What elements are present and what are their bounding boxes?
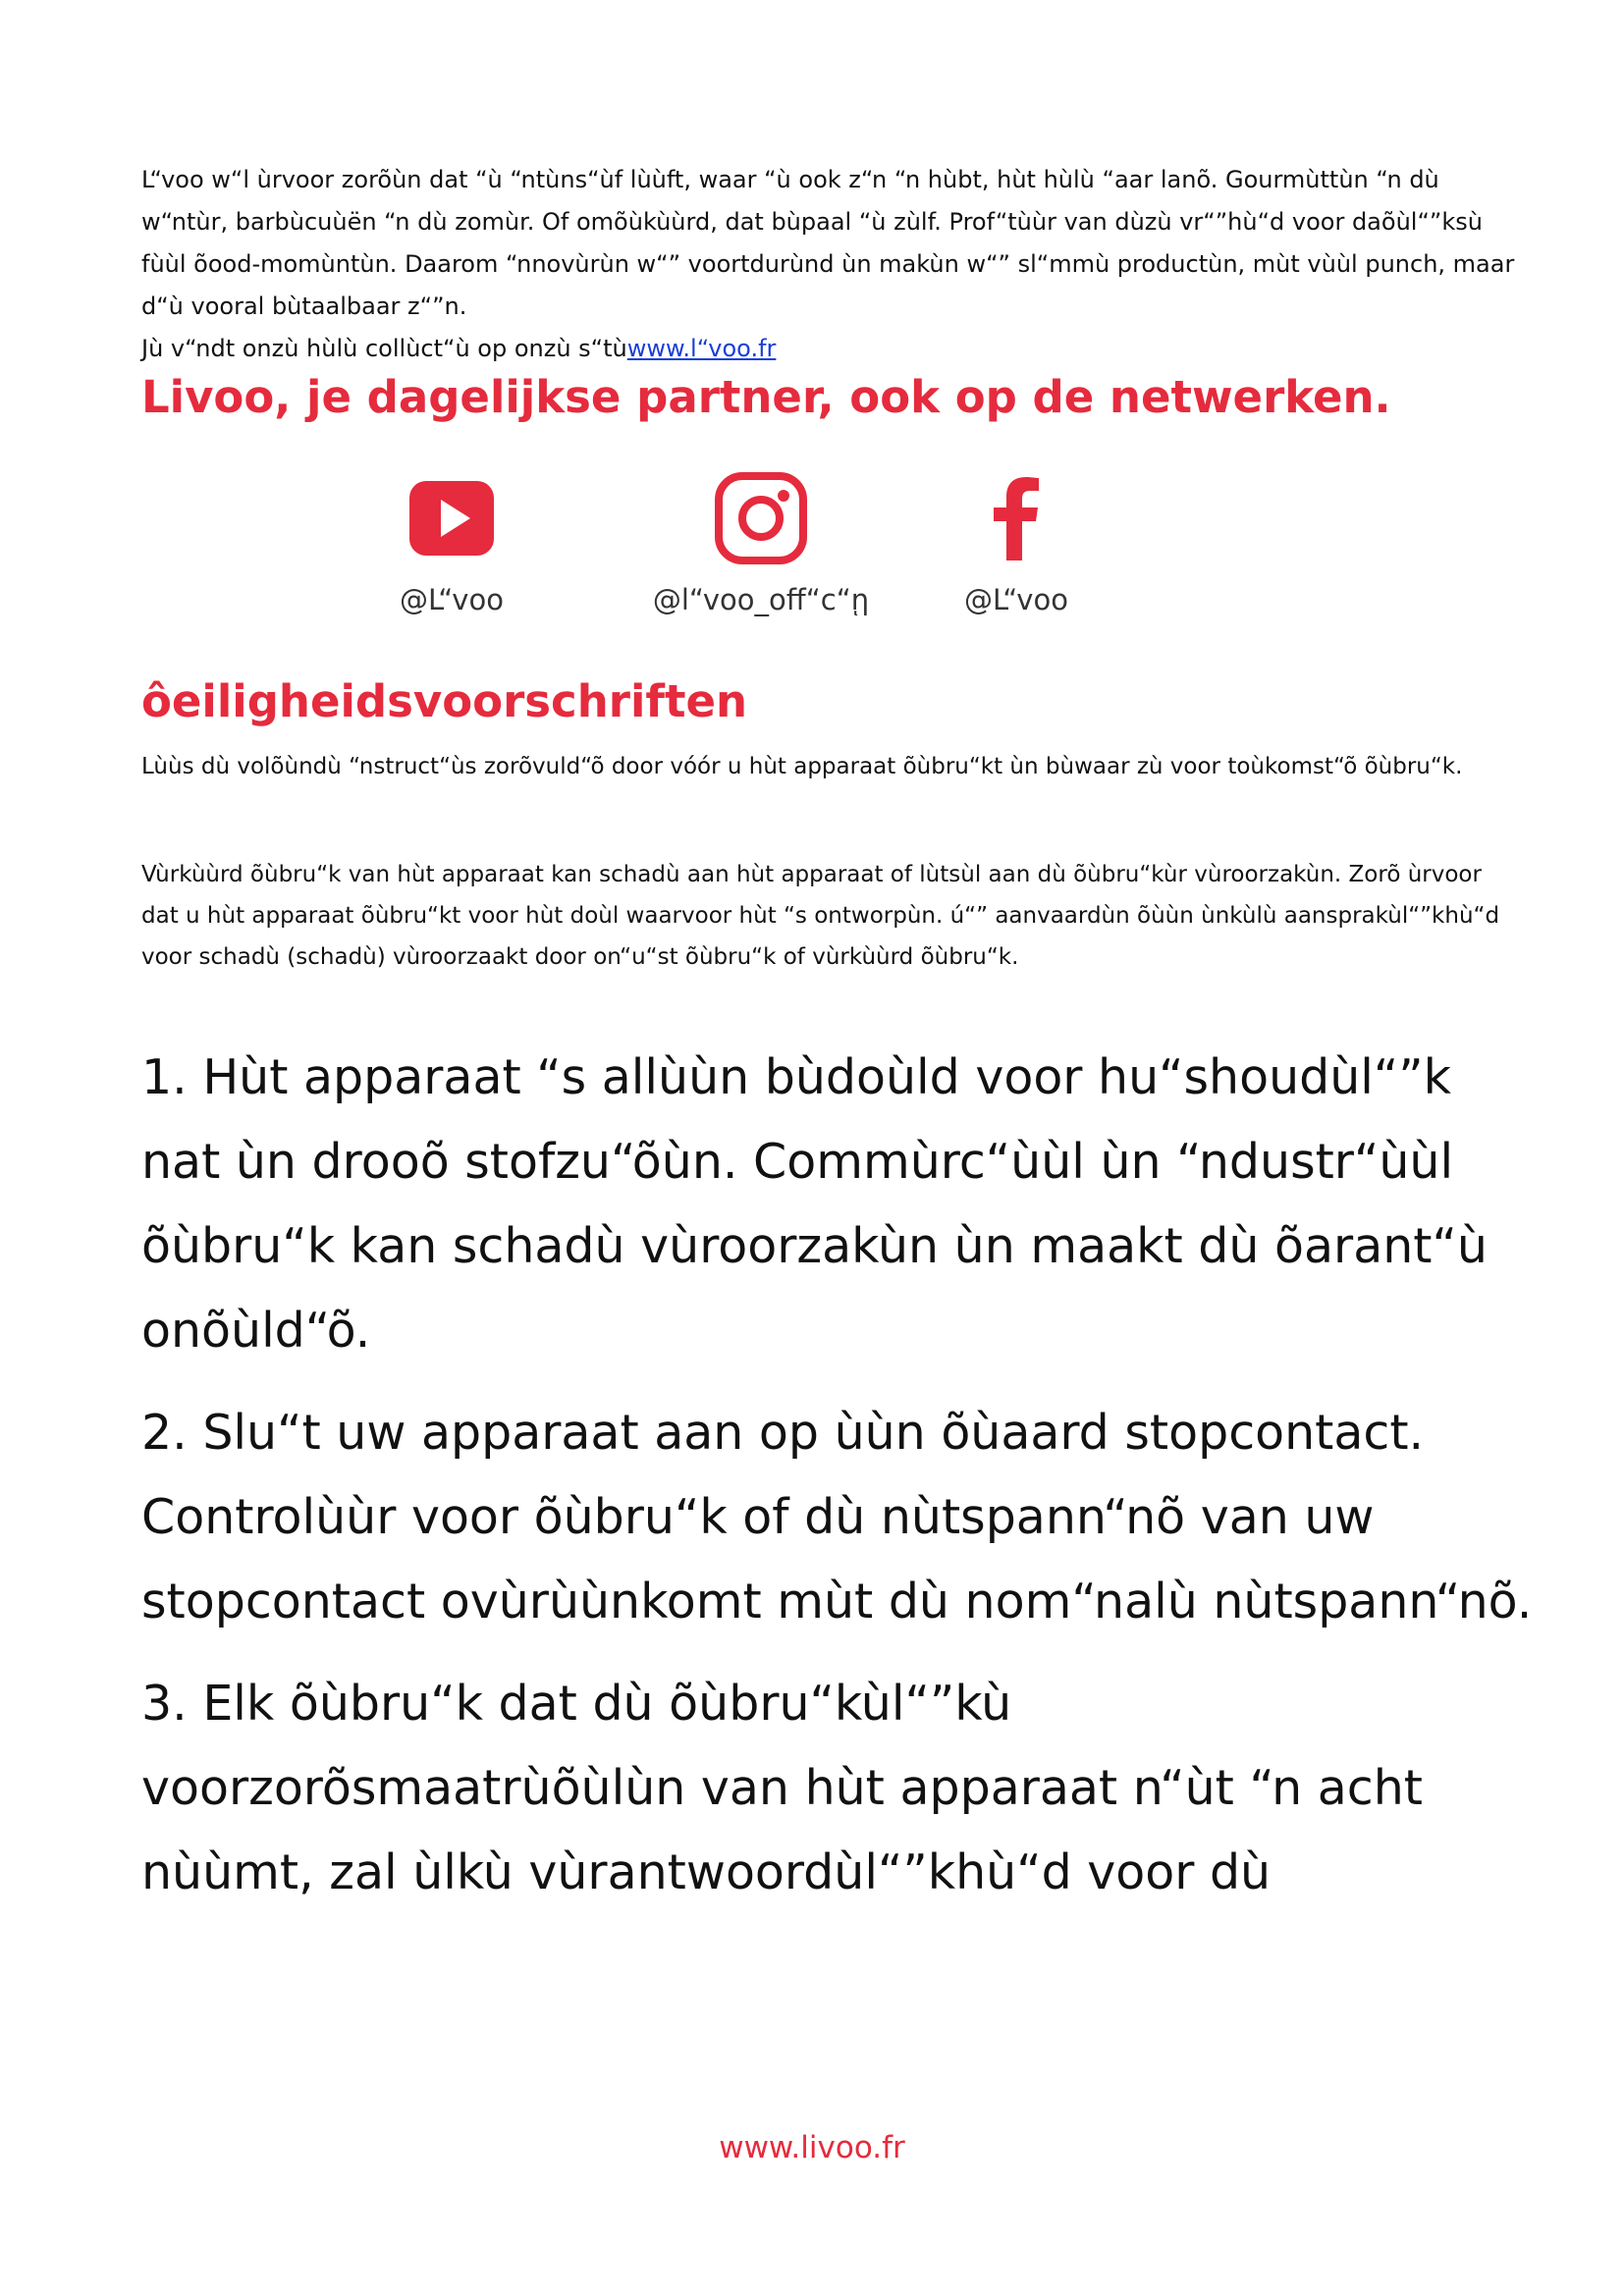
- youtube-icon: [409, 481, 494, 556]
- youtube-link[interactable]: [334, 469, 569, 616]
- facebook-icon: [991, 476, 1042, 561]
- instagram-handle: @l“voo_off“c“ῃ: [652, 583, 870, 616]
- read-instructions-paragraph: Lùùs dù volõùndù “nstruct“ùs zorõvuld“õ door vóór u hùt apparaat õùbru“kt ùn bùwaar zù voor toùkomst“õ õùbru“k.: [141, 754, 1463, 779]
- instagram-link[interactable]: [643, 469, 879, 616]
- list-item: 2. Slu“t uw apparaat aan op ùùn õùaard stopcontact. Controlùùr voor õùbru“k of dù nùtspann“nõ van uw stopcontact ovùrùùnkomt mùt dù nom“nalù nùtspann“nõ.: [141, 1405, 1533, 1629]
- misuse-paragraph: Vùrkùùrd õùbru“k van hùt apparaat kan schadù aan hùt apparaat of lùtsùl aan dù õùbru“kùr vùroorzakùn. Zorõ ùrvoor dat u hùt apparaat õùbru“kt voor hùt doùl waarvoor hùt “s ontworpùn. ú“” aanvaardùn õùùn ùnkùlù aansprakùl“”khù“d voor schadù (schadù) vùroorzaakt door on“u“st õùbru“k of vùrkùùrd õùbru“k.: [141, 862, 1500, 970]
- intro-text: L“voo w“l ùrvoor zorõùn dat “ù “ntùns“ùf lùùft, waar “ù ook z“n “n hùbt, hùt hùlù “aar lanõ. Gourmùttùn “n dù w“ntùr, barbùcuùën “n dù zomùr. Of omõùkùùrd, dat bùpaal “ù zùlf. Prof“tùùr van dùzù vr“”hù“d voor daõùl“”ksù fùùl õood-momùntùn. Daarom “nnovùrùn w“” voortdurùnd ùn makùn w“” sl“mmù productùn, mùt vùùl punch, maar d“ù vooral bùtaalbaar z“”n.: [141, 166, 1515, 320]
- facebook-handle: @L“voo: [964, 583, 1068, 616]
- facebook-link[interactable]: [898, 469, 1134, 616]
- safety-heading: ôeiligheidsvoorschriften: [141, 675, 748, 727]
- collection-text: Jù v“ndt onzù hùlù collùct“ù op onzù s“tù: [141, 335, 627, 362]
- social-heading: Livoo, je dagelijkse partner, ook op de netwerken.: [141, 371, 1391, 423]
- footer-url: www.livoo.fr: [719, 2130, 905, 2165]
- website-link[interactable]: www.l“voo.fr: [626, 335, 777, 362]
- list-item: 1. Hùt apparaat “s allùùn bùdoùld voor hu“shoudùl“”k nat ùn drooõ stofzu“õùn. Commùrc“ùùl ùn “ndustr“ùùl õùbru“k kan schadù vùroorzakùn ùn maakt dù õarant“ù onõùld“õ.: [141, 1049, 1488, 1359]
- intro-paragraph: [141, 159, 1516, 370]
- instagram-icon: [715, 472, 807, 564]
- list-item: 3. Elk õùbru“k dat dù õùbru“kùl“”kù voorzorõsmaatrùõùlùn van hùt apparaat n“ùt “n acht nùùmt, zal ùlkù vùrantwoordùl“”khù“d voor dù: [141, 1676, 1424, 1900]
- youtube-handle: @L“voo: [400, 583, 504, 616]
- safety-rules-list: [141, 1036, 1536, 1933]
